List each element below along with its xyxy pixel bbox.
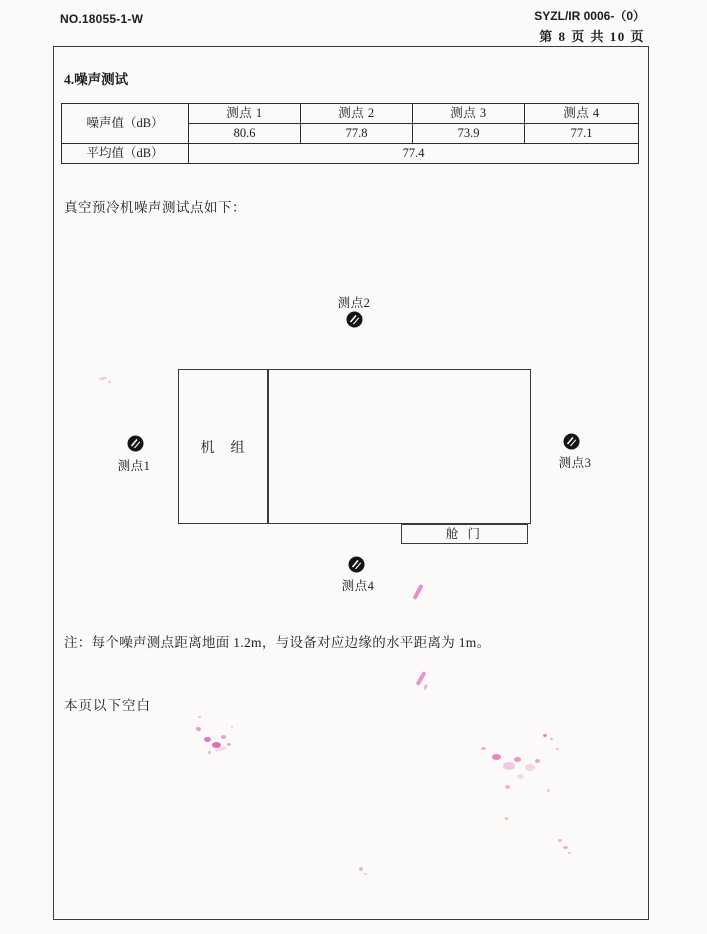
col-header-point4: 测点 4 — [525, 104, 639, 124]
col-header-point1: 测点 1 — [189, 104, 301, 124]
noise-value-point3: 73.9 — [413, 124, 525, 144]
measurement-point-icon — [563, 433, 580, 450]
blank-page-note: 本页以下空白 — [64, 698, 151, 713]
point4-label: 测点4 — [341, 579, 375, 593]
table-row — [62, 104, 639, 124]
noise-value-point4: 77.1 — [525, 124, 639, 144]
average-value: 77.4 — [189, 144, 639, 164]
table-row — [62, 144, 639, 164]
machine-outline — [178, 369, 531, 524]
section-title: 4.噪声测试 — [64, 72, 129, 87]
col-header-point3: 测点 3 — [413, 104, 525, 124]
content-border-box — [53, 46, 649, 920]
machine-compartment-divider — [267, 370, 269, 523]
measurement-point-icon — [346, 311, 363, 328]
measurement-note: 注：每个噪声测点距离地面 1.2m，与设备对应边缘的水平距离为 1m。 — [64, 635, 491, 650]
document-number: NO.18055-1-W — [60, 12, 144, 26]
diagram-intro-text: 真空预冷机噪声测试点如下： — [64, 200, 246, 215]
report-code: SYZL/IR 0006-（0） — [534, 9, 645, 23]
noise-row-label: 噪声值（dB） — [62, 104, 189, 144]
point2-label: 测点2 — [337, 296, 371, 310]
measurement-point-icon — [348, 556, 365, 573]
page-indicator: 第 8 页 共 10 页 — [539, 29, 645, 44]
noise-value-point2: 77.8 — [301, 124, 413, 144]
point3-label: 测点3 — [558, 456, 592, 470]
machine-label: 机 组 — [200, 440, 246, 456]
noise-table — [61, 103, 639, 164]
noise-value-point1: 80.6 — [189, 124, 301, 144]
point1-label: 测点1 — [117, 459, 151, 473]
header-right — [534, 7, 645, 45]
measurement-point-icon — [127, 435, 144, 452]
col-header-point2: 测点 2 — [301, 104, 413, 124]
cabin-door-box: 舱 门 — [401, 524, 528, 544]
average-row-label: 平均值（dB） — [62, 144, 189, 164]
